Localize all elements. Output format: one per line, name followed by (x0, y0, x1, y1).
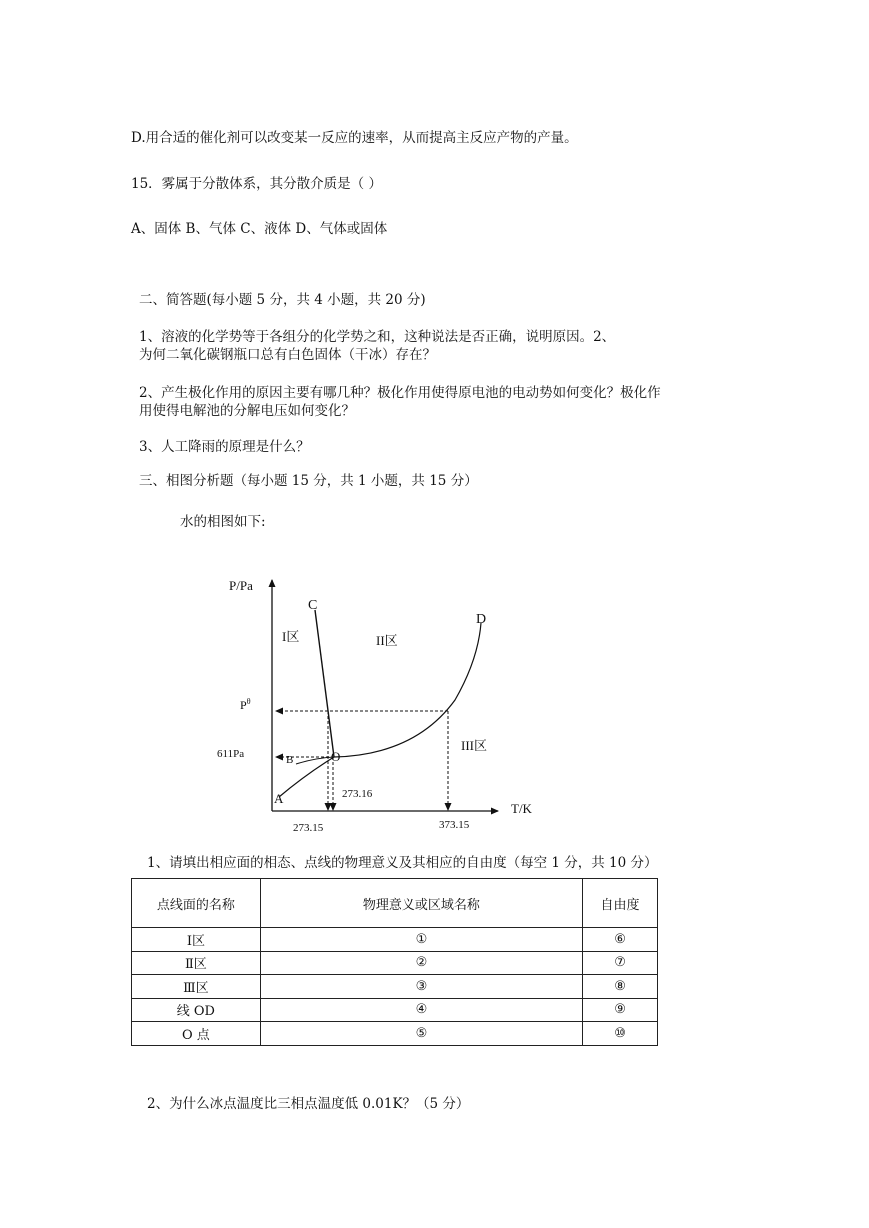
region-3-label: III区 (461, 738, 487, 753)
header-freedom: 自由度 (583, 879, 658, 928)
cell-meaning: ⑤ (260, 1022, 582, 1046)
table-row (132, 951, 658, 975)
phase-table (131, 878, 658, 1046)
y-axis-label: P/Pa (229, 578, 253, 593)
cell-meaning: ④ (260, 998, 582, 1022)
point-a-label: A (274, 791, 284, 806)
cell-name: Ⅲ区 (132, 975, 261, 999)
table-row (132, 975, 658, 999)
region-2-label: II区 (376, 633, 398, 648)
p-standard-label: $P^\theta$ (240, 697, 251, 712)
header-name: 点线面的名称 (132, 879, 261, 928)
cell-name: Ⅰ区 (132, 928, 261, 952)
cell-freedom: ⑧ (583, 975, 658, 999)
cell-meaning: ② (260, 951, 582, 975)
point-c-label: C (308, 598, 318, 613)
q15-question: 15．雾属于分散体系，其分散介质是（ ） (131, 176, 382, 192)
cell-freedom: ⑨ (583, 998, 658, 1022)
point-d-label: D (476, 612, 487, 627)
curve-od (334, 623, 481, 757)
cell-freedom: ⑩ (583, 1022, 658, 1046)
section2-q3: 3、人工降雨的原理是什么？ (139, 439, 310, 455)
point-o-label: O (331, 749, 341, 764)
sub1-instruction: 1、请填出相应面的相态、点线的物理意义及其相应的自由度（每空 1 分，共 10 分） (147, 855, 658, 871)
q15-options: A、固体 B、气体 C、液体 D、气体或固体 (131, 221, 388, 237)
tick-37315: 373.15 (439, 819, 470, 831)
sub2-question: 2、为什么冰点温度比三相点温度低 0.01K？（5 分） (147, 1096, 470, 1112)
section2-title: 二、简答题(每小题 5 分，共 4 小题，共 20 分) (139, 292, 426, 308)
section2-q1-line2: 为何二氧化碳钢瓶口总有白色固体（干冰）存在？ (139, 347, 436, 363)
cell-meaning: ① (260, 928, 582, 952)
cell-name: O 点 (132, 1022, 261, 1046)
cell-name: Ⅱ区 (132, 951, 261, 975)
cell-meaning: ③ (260, 975, 582, 999)
cell-name: 线 OD (132, 998, 261, 1022)
point-b-label: B (286, 754, 294, 766)
cell-freedom: ⑦ (583, 951, 658, 975)
section2-q2-line1: 2、产生极化作用的原因主要有哪几种？极化作用使得原电池的电动势如何变化？极化作 (139, 385, 661, 401)
table-row (132, 1022, 658, 1046)
p-611-label: 611Pa (217, 748, 245, 760)
table-header-row (132, 879, 658, 928)
section2-q2-line2: 用使得电解池的分解电压如何变化？ (139, 403, 355, 419)
cell-freedom: ⑥ (583, 928, 658, 952)
table-row (132, 998, 658, 1022)
table-row (132, 928, 658, 952)
tick-27316: 273.16 (342, 788, 373, 800)
q14-option-d: D.用合适的催化剂可以改变某一反应的速率，从而提高主反应产物的产量。 (131, 130, 578, 146)
tick-27315: 273.15 (293, 822, 324, 834)
x-axis-label: T/K (511, 801, 532, 816)
section3-intro: 水的相图如下: (180, 514, 266, 530)
region-1-label: I区 (282, 629, 300, 644)
section3-title: 三、相图分析题（每小题 15 分，共 1 小题，共 15 分） (139, 473, 478, 489)
header-meaning: 物理意义或区域名称 (260, 879, 582, 928)
line-oc (315, 610, 334, 757)
section2-q1-line1: 1、溶液的化学势等于各组分的化学势之和，这种说法是否正确，说明原因。2、 (139, 329, 616, 345)
